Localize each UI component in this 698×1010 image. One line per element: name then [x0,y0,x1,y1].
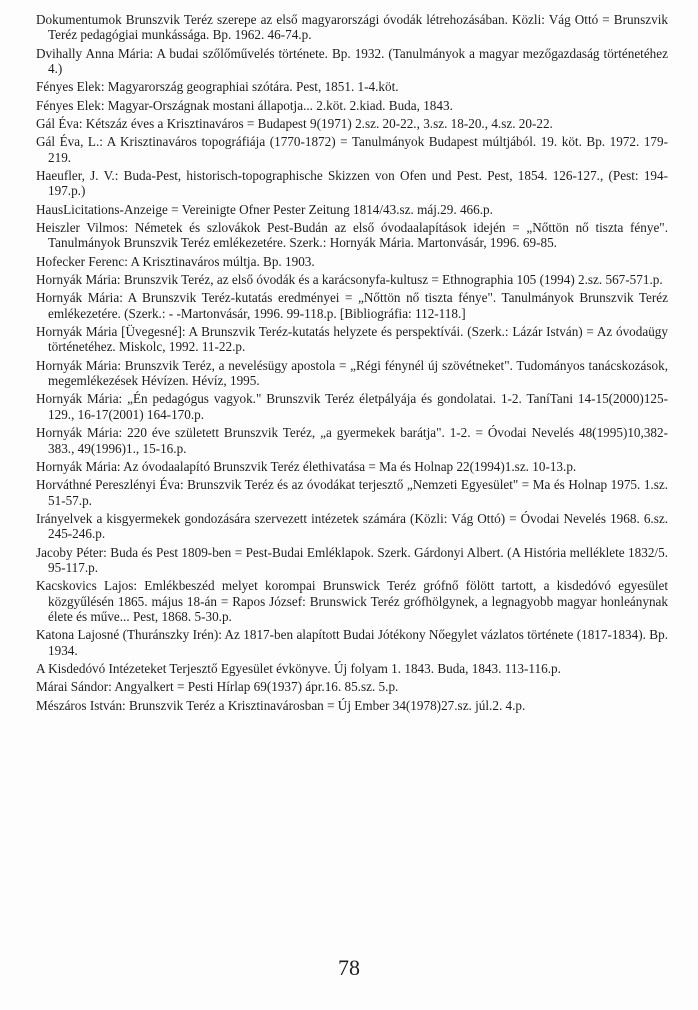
bibliography-entry: Hornyák Mária: A Brunszvik Teréz-kutatás eredményei = „Nőttön nő tiszta fénye". Tanulmányok Brunszvik Teréz emlékezetére. (Szerk.: - -Martonvásár, 1996. 99-118.p. [Bibliográfia: 112-118.] [36,290,668,321]
bibliography-entry: Hofecker Ferenc: A Krisztinaváros múltja. Bp. 1903. [36,253,315,269]
bibliography-list [36,12,668,716]
page-number: 78 [338,955,360,980]
bibliography-entry: Hornyák Mária: „Én pedagógus vagyok." Brunszvik Teréz életpályája és gondolatai. 1-2. TaníTani 14-15(2000)125-129., 16-17(2001) 164-170.p. [36,391,668,422]
bibliography-entry: Irányelvek a kisgyermekek gondozására szervezett intézetek számára (Közli: Vág Ottó) = Óvodai Nevelés 1968. 6.sz. 245-246.p. [36,510,668,542]
bibliography-entry: Hornyák Mária: 220 éve született Brunszvik Teréz, „a gyermekek barátja". 1-2. = Óvodai Nevelés 48(1995)10,382-383., 49(1996)1., 15-16.p. [36,425,668,456]
bibliography-entry: Dokumentumok Brunszvik Teréz szerepe az első magyarországi óvodák létrehozásában. Közli: Vág Ottó = Brunszvik Teréz pedagógiai munkássága. Bp. 1962. 46-74.p. [36,12,668,43]
bibliography-entry: Hornyák Mária: Az óvodaalapító Brunszvik Teréz élethivatása = Ma és Holnap 22(1994)1.sz. 10-13.p. [36,458,577,474]
bibliography-entry: Dvihally Anna Mária: A budai szőlőművelés története. Bp. 1932. (Tanulmányok a magyar mezőgazdaság történetéhez 4.) [36,45,668,77]
bibliography-entry: Heiszler Vilmos: Németek és szlovákok Pest-Budán az első óvodaalapítások idején = „Nőttön nő tiszta fénye". Tanulmányok Brunszvik Teréz emlékezetére. Szerk.: Hornyák Mária. Martonvásár, 1996. 69-85. [36,220,668,251]
bibliography-entry: Katona Lajosné (Thuránszky Irén): Az 1817-ben alapított Budai Jótékony Nőegylet vázlatos története (1817-1834). Bp. 1934. [36,627,668,658]
bibliography-entry: Kacskovics Lajos: Emlékbeszéd melyet korompai Brunswick Teréz grófnő fölött tartott, a kisdedóvó egyesület közgyűlésén 1865. május 18-án = Rapos József: Brunswick Teréz grófhölgynek, a legnagyobb magyar honleánynak élete és műve... Pest, 1868. 5-30.p. [36,578,668,625]
bibliography-entry: Horváthné Pereszlényi Éva: Brunszvik Teréz és az óvodákat terjesztő „Nemzeti Egyesület" = Ma és Holnap 1975. 1.sz. 51-57.p. [36,477,668,508]
bibliography-entry: Gál Éva: Kétszáz éves a Krisztinaváros = Budapest 9(1971) 2.sz. 20-22., 3.sz. 18-20., 4.sz. 20-22. [36,116,553,131]
bibliography-entry: A Kisdedóvó Intézeteket Terjesztő Egyesület évkönyve. Új folyam 1. 1843. Buda, 1843. 113-116.p. [36,661,561,677]
bibliography-entry: HausLicitations-Anzeige = Vereinigte Ofner Pester Zeitung 1814/43.sz. máj.29. 466.p. [36,201,493,217]
bibliography-entry: Mészáros István: Brunszvik Teréz a Krisztinavárosban = Új Ember 34(1978)27.sz. júl.2. 4.p. [36,697,526,713]
bibliography-entry: Fényes Elek: Magyar-Országnak mostani állapotja... 2.köt. 2.kiad. Buda, 1843. [36,97,453,113]
bibliography-entry: Fényes Elek: Magyarország geographiai szótára. Pest, 1851. 1-4.köt. [36,79,399,95]
bibliography-entry: Hornyák Mária: Brunszvik Teréz, az első óvodák és a karácsonyfa-kultusz = Ethnographia 105 (1994) 2.sz. 567-571.p. [36,272,663,287]
bibliography-entry: Haeufler, J. V.: Buda-Pest, historisch-topographische Skizzen von Ofen und Pest. Pest, 1854. 126-127., (Pest: 194-197.p.) [36,168,668,199]
bibliography-entry: Hornyák Mária [Üvegesné]: A Brunszvik Teréz-kutatás helyzete és perspektívái. (Szerk.: Lázár István) = Az óvodaügy történetéhez. Miskolc, 1992. 11-22.p. [36,324,668,355]
bibliography-entry: Gál Éva, L.: A Krisztinaváros topográfiája (1770-1872) = Tanulmányok Budapest múltjából. 19. köt. Bp. 1972. 179-219. [36,134,668,165]
bibliography-entry: Hornyák Mária: Brunszvik Teréz, a nevelésügy apostola = „Régi fénynél új szövétneket". Tudományos tanácskozások, megemlékezések Hévízen. Hévíz, 1995. [36,357,668,389]
bibliography-entry: Jacoby Péter: Buda és Pest 1809-ben = Pest-Budai Emléklapok. Szerk. Gárdonyi Albert. (A História melléklete 1832/5. 95-117.p. [36,544,668,575]
bibliography-entry: Márai Sándor: Angyalkert = Pesti Hírlap 69(1937) ápr.16. 85.sz. 5.p. [36,679,399,695]
